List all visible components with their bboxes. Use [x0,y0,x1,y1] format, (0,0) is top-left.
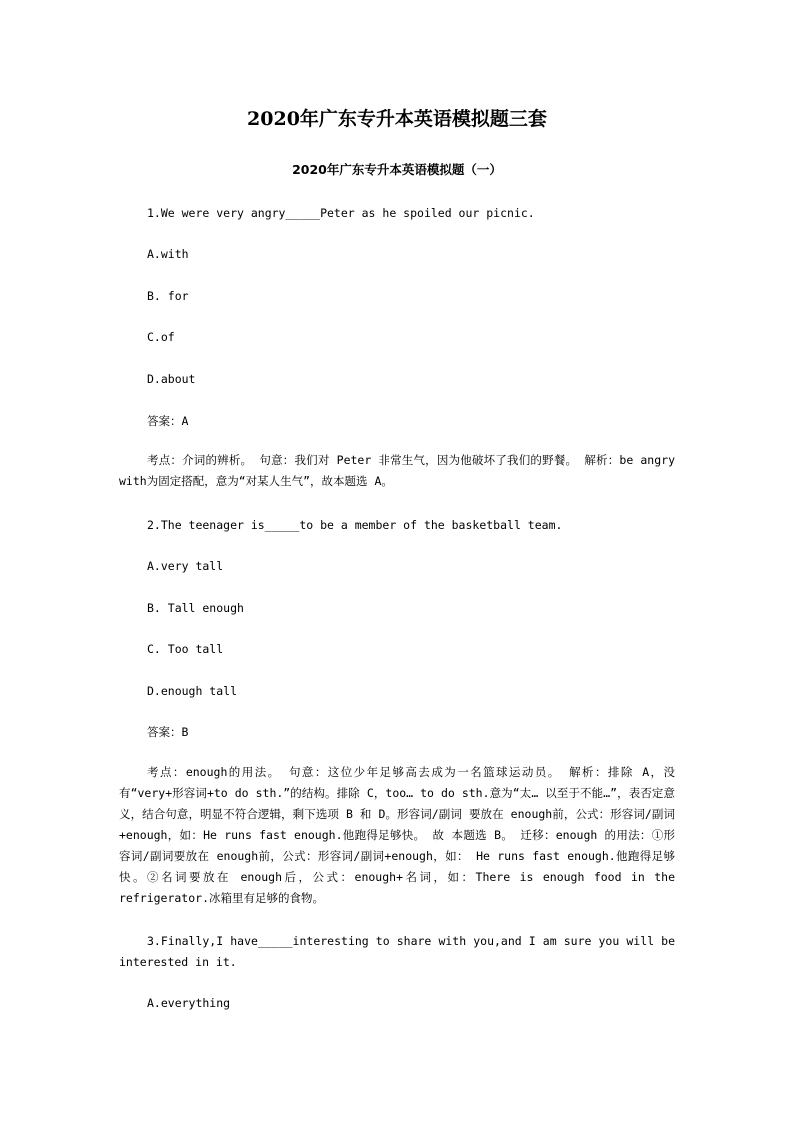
q1-option-d: D.about [147,372,196,386]
q1-answer: 答案：A [147,414,189,428]
q2-option-c: C. Too tall [147,642,224,656]
q1-option-c: C.of [147,330,175,344]
q3-option-a: A.everything [147,996,231,1010]
q2-answer: 答案：B [147,725,189,739]
q2-option-d: D.enough tall [147,684,238,698]
q2-explanation: 考点：enough的用法。 句意：这位少年足够高去成为一名篮球运动员。 解析：排除 A，没有“very+形容词+to do sth.”的结构。排除 C，too… to do sth.意为“太… 以至于不能…”，表否定意义，结合句意，明显不符合逻辑，剩下选项 B 和 D。形容词/副词 要放在 enough前，公式：形容词/副词+enough，如：He runs fast enough.他跑得足够快。 故 本题选 B。 迁移：enough 的用法：①形容词/副词要放在 enough前，公式：形容词/副词+enough，如： He runs fast enough.他跑得足够快。②名词要放在 enough后，公式：enough+名词，如：There is enough food in the refrigerator.冰箱里有足够的食物。 [119,765,675,905]
q1-explanation: 考点：介词的辨析。 句意：我们对 Peter 非常生气，因为他破坏了我们的野餐。 解析：be angry with为固定搭配，意为“对某人生气”，故本题选 A。 [119,453,675,488]
question-3: 3.Finally,I have_____interesting to share with you,and I am sure you will be interested in it. [119,934,675,969]
document-subtitle: 2020年广东专升本英语模拟题（一） [292,162,502,177]
question-1: 1.We were very angry_____Peter as he spoiled our picnic. [147,206,535,220]
q2-option-a: A.very tall [147,559,224,573]
q2-option-b: B. Tall enough [147,601,244,615]
q1-option-b: B. for [147,289,189,303]
document-title: 2020年广东专升本英语模拟题三套 [247,108,547,130]
q1-option-a: A.with [147,247,189,261]
question-2: 2.The teenager is_____to be a member of the basketball team. [147,518,563,532]
